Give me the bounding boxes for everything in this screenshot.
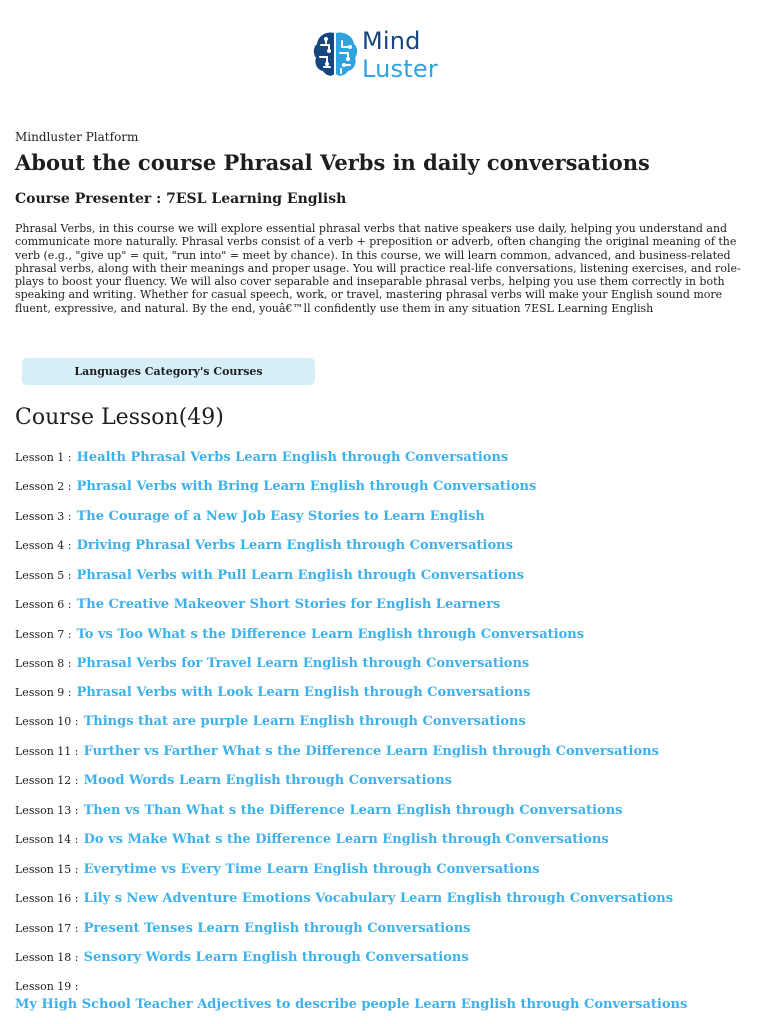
lesson-number: Lesson 16 : [15, 892, 79, 905]
lesson-number: Lesson 2 : [15, 480, 72, 493]
lesson-number: Lesson 3 : [15, 510, 72, 523]
lesson-link[interactable]: Things that are purple Learn English through Conversations [83, 714, 526, 729]
lesson-number: Lesson 13 : [15, 804, 79, 817]
category-courses-button[interactable]: Languages Category's Courses [22, 358, 315, 385]
lesson-link[interactable]: Everytime vs Every Time Learn English through Conversations [83, 862, 540, 877]
list-item [15, 828, 609, 847]
list-item [15, 475, 536, 494]
lesson-link[interactable]: Present Tenses Learn English through Conversations [83, 921, 471, 936]
course-description: Phrasal Verbs, in this course we will explore essential phrasal verbs that native speakers use daily, helping you understand and communicate more naturally. Phrasal verbs consist of a verb + preposition or adverb, often changing the original meaning of the verb (e.g., "give up" = quit, "run into" = meet by chance). In this course, we will learn common, advanced, and business-related phrasal verbs, along with their meanings and proper usage. You will practice real-life conversations, listening exercises, and role-plays to boost your fluency. We will also cover separable and inseparable phrasal verbs, helping you use them correctly in both speaking and writing. Whether for casual speech, work, or travel, mastering phrasal verbs will make your English sound more fluent, expressive, and natural. By the end, youâ€™ll confidently use them in any situation 7ESL Learning English [15, 222, 741, 315]
lesson-link[interactable]: Phrasal Verbs with Look Learn English through Conversations [76, 685, 531, 700]
lesson-link[interactable]: Further vs Farther What s the Difference Learn English through Conversations [83, 744, 659, 759]
list-item [15, 799, 623, 818]
list-item [15, 505, 485, 524]
platform-label: Mindluster Platform [15, 130, 139, 144]
list-item [15, 887, 673, 906]
lessons-heading-text: Course Lesson(49) [15, 405, 224, 430]
lesson-number: Lesson 12 : [15, 774, 79, 787]
page-title: About the course Phrasal Verbs in daily conversations [15, 150, 650, 175]
list-item [15, 769, 452, 788]
list-item [15, 593, 500, 612]
list-item [15, 740, 659, 759]
lesson-number: Lesson 15 : [15, 863, 79, 876]
list-item [15, 564, 524, 583]
lesson-number: Lesson 5 : [15, 569, 72, 582]
lesson-number: Lesson 19 : [15, 980, 79, 993]
course-presenter: Course Presenter : 7ESL Learning English [15, 191, 347, 207]
list-item [15, 917, 470, 936]
lesson-number: Lesson 9 : [15, 686, 72, 699]
list-item [15, 858, 540, 877]
list-item [15, 946, 469, 965]
list-item [15, 681, 530, 700]
brand-line-1: Mind [362, 27, 421, 55]
lesson-number: Lesson 1 : [15, 451, 72, 464]
lesson-link[interactable]: Do vs Make What s the Difference Learn English through Conversations [83, 832, 609, 847]
lesson-number: Lesson 14 : [15, 833, 79, 846]
lesson-link[interactable]: Phrasal Verbs for Travel Learn English through Conversations [76, 656, 530, 671]
lesson-number: Lesson 10 : [15, 715, 79, 728]
lesson-link[interactable]: Then vs Than What s the Difference Learn English through Conversations [83, 803, 623, 818]
brand-line-2: Luster [362, 55, 438, 83]
lesson-link[interactable]: Sensory Words Learn English through Conversations [83, 950, 469, 965]
mindluster-logo[interactable] [312, 27, 462, 83]
lessons-heading [15, 404, 224, 430]
lesson-link[interactable]: The Courage of a New Job Easy Stories to Learn English [76, 509, 485, 524]
list-item [15, 975, 687, 1012]
lesson-link[interactable]: My High School Teacher Adjectives to describe people Learn English through Conversations [15, 997, 688, 1012]
lesson-link[interactable]: The Creative Makeover Short Stories for English Learners [76, 597, 501, 612]
list-item [15, 652, 529, 671]
lesson-link[interactable]: Lily s New Adventure Emotions Vocabulary Learn English through Conversations [83, 891, 674, 906]
lesson-number: Lesson 6 : [15, 598, 72, 611]
list-item [15, 710, 526, 729]
lesson-link[interactable]: Driving Phrasal Verbs Learn English through Conversations [76, 538, 513, 553]
lesson-number: Lesson 17 : [15, 922, 79, 935]
lesson-link[interactable]: Health Phrasal Verbs Learn English through Conversations [76, 450, 509, 465]
list-item [15, 623, 584, 642]
lesson-link[interactable]: Phrasal Verbs with Pull Learn English through Conversations [76, 568, 525, 583]
lesson-link[interactable]: Phrasal Verbs with Bring Learn English through Conversations [76, 479, 537, 494]
lesson-number: Lesson 7 : [15, 628, 72, 641]
brain-icon [312, 27, 360, 79]
lesson-number: Lesson 18 : [15, 951, 79, 964]
lesson-link[interactable]: To vs Too What s the Difference Learn English through Conversations [76, 627, 585, 642]
list-item [15, 446, 508, 465]
lesson-number: Lesson 8 : [15, 657, 72, 670]
lesson-number: Lesson 4 : [15, 539, 72, 552]
lesson-number: Lesson 11 : [15, 745, 79, 758]
lesson-link[interactable]: Mood Words Learn English through Conversations [83, 773, 453, 788]
list-item [15, 534, 513, 553]
